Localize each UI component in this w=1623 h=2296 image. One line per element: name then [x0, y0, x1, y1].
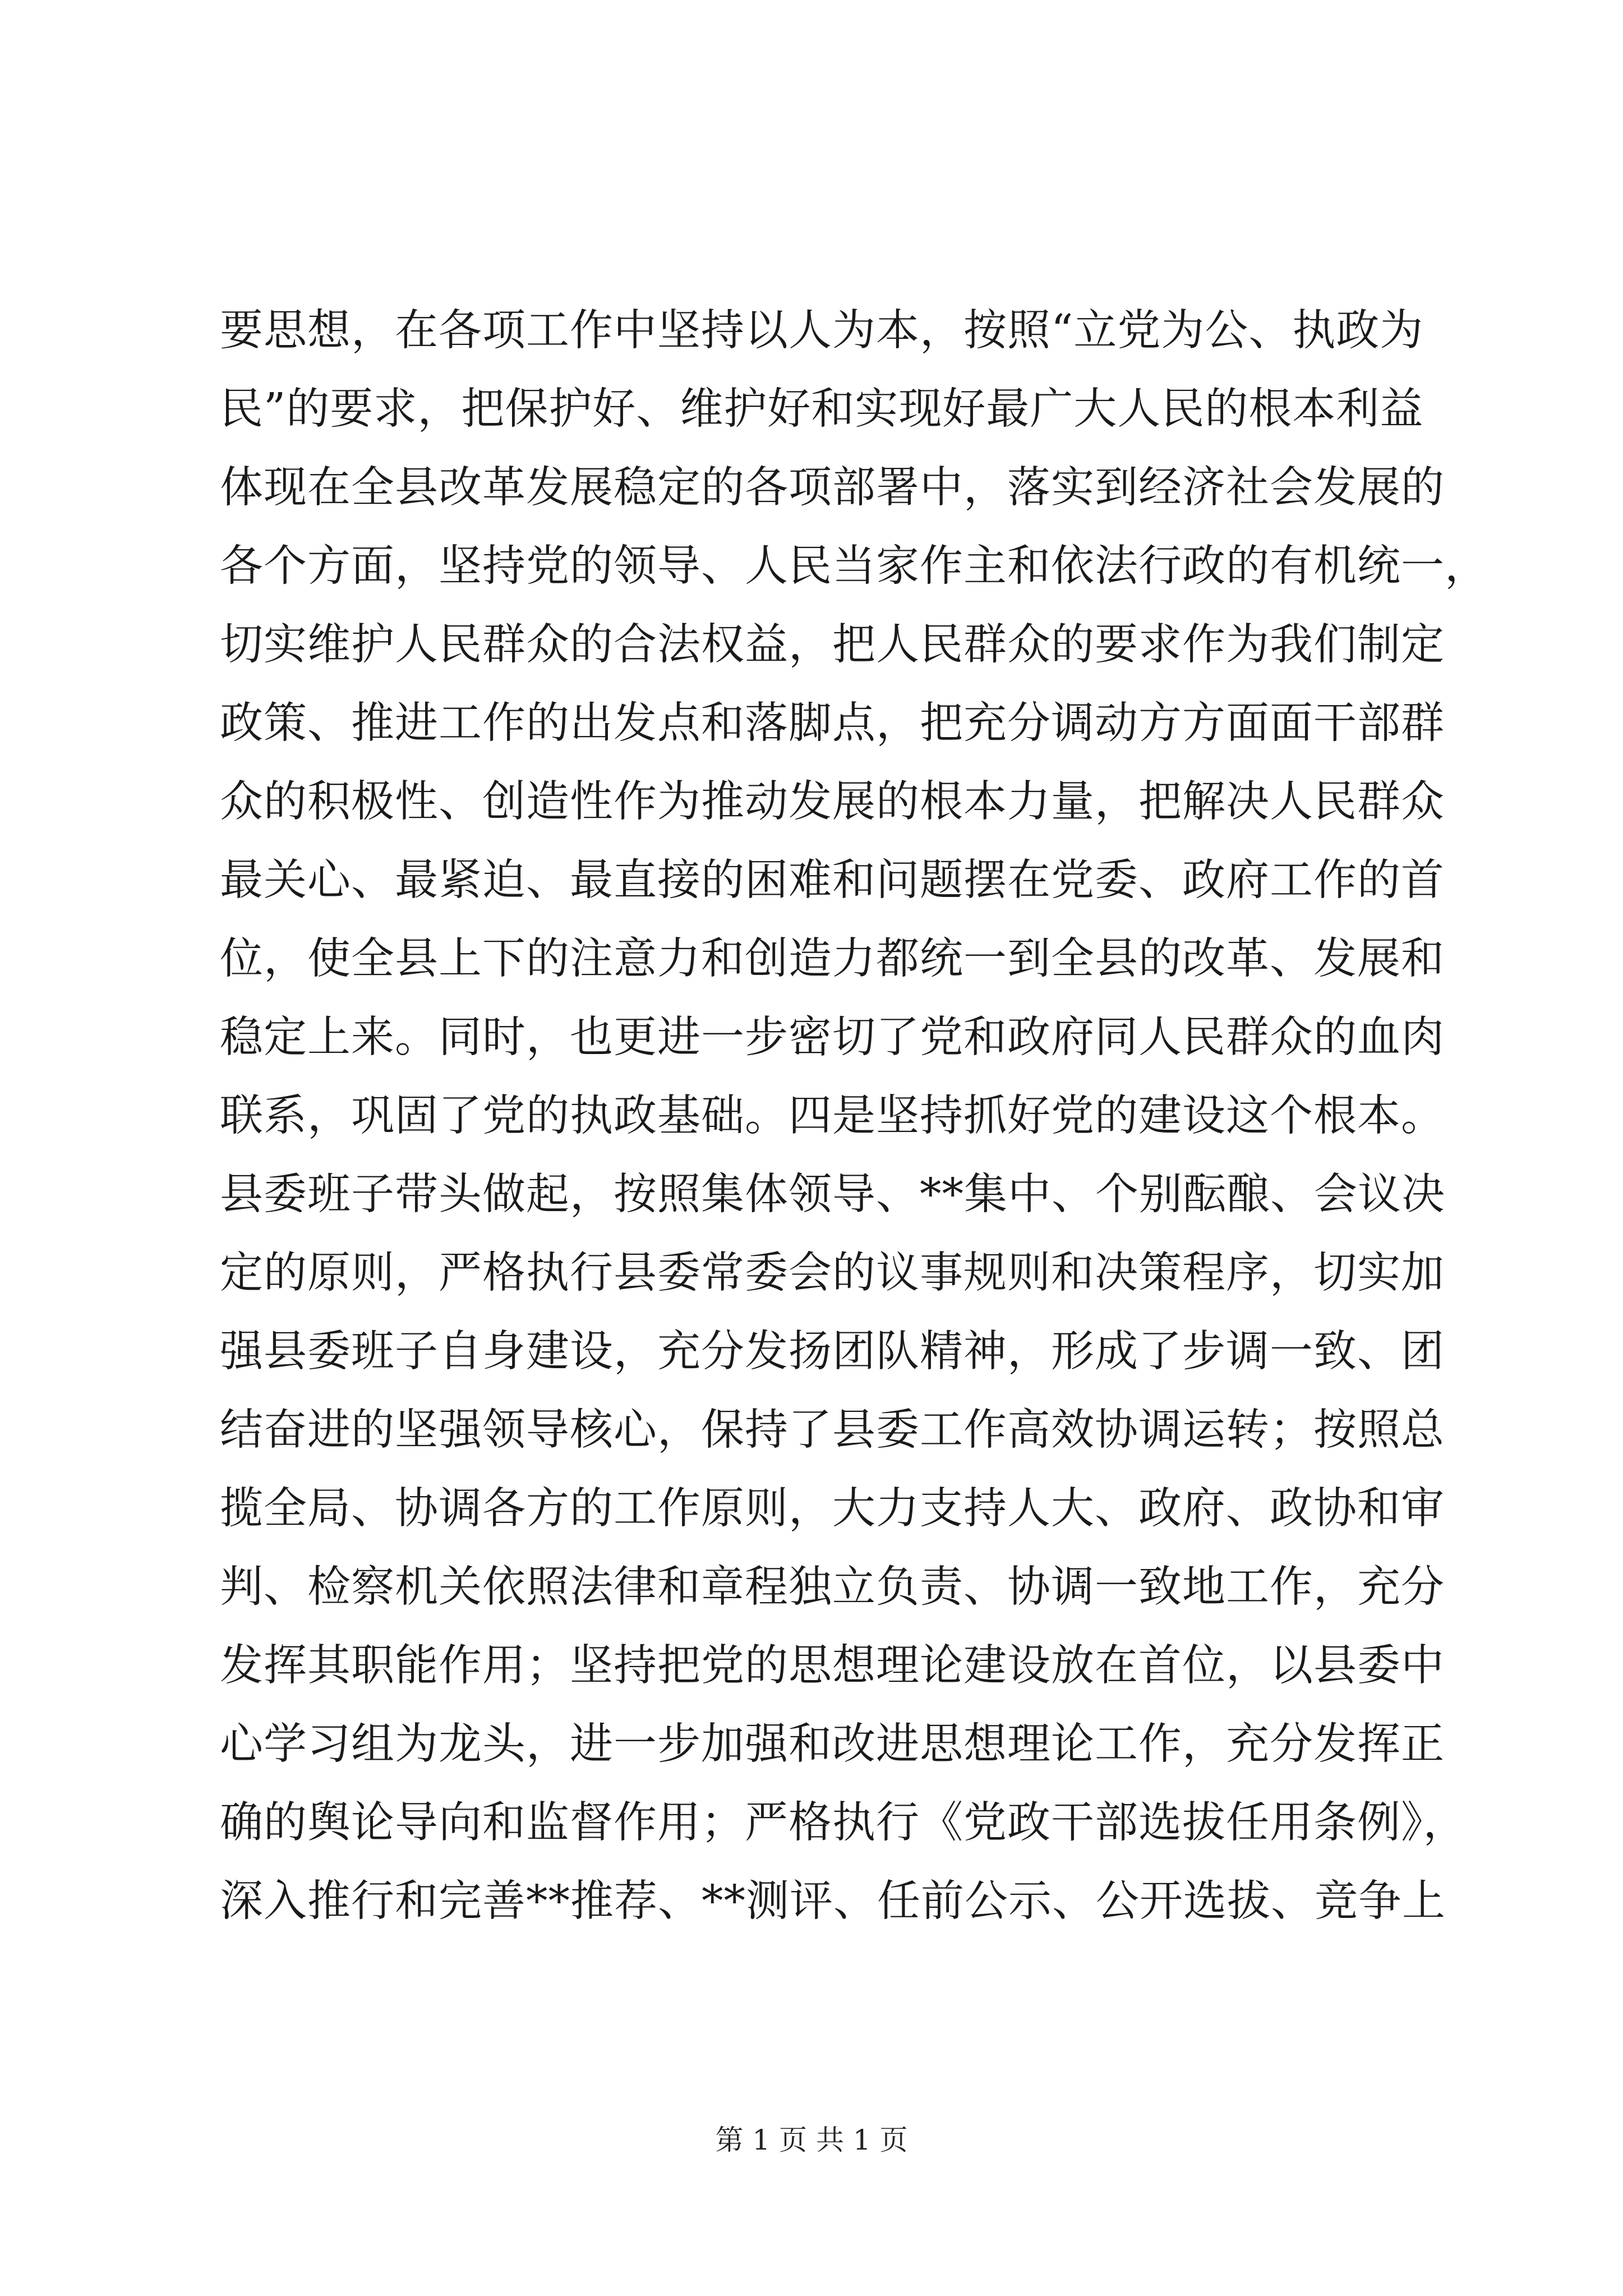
- text-line-15: 结奋进的坚强领导核心，保持了县委工作高效协调运转；按照总: [220, 1405, 1445, 1455]
- text-line-14: 强县委班子自身建设，充分发扬团队精神，形成了步调一致、团: [220, 1327, 1445, 1377]
- text-line-11: 联系，巩固了党的执政基础。四是坚持抓好党的建设这个根本。: [220, 1091, 1445, 1141]
- text-line-1: 要思想，在各项工作中坚持以人为本，按照“立党为公、执政为: [220, 306, 1424, 356]
- text-line-9: 位，使全县上下的注意力和创造力都统一到全县的改革、发展和: [220, 934, 1445, 984]
- page-number-label: 第 1 页 共 1 页: [715, 2124, 908, 2156]
- text-line-6: 政策、推进工作的出发点和落脚点，把充分调动方方面面干部群: [220, 698, 1445, 748]
- text-line-5: 切实维护人民群众的合法权益，把人民群众的要求作为我们制定: [220, 620, 1445, 670]
- text-line-8: 最关心、最紧迫、最直接的困难和问题摆在党委、政府工作的首: [220, 855, 1445, 905]
- text-line-16: 揽全局、协调各方的工作原则，大力支持人大、政府、政协和审: [220, 1484, 1445, 1534]
- text-line-18: 发挥其职能作用；坚持把党的思想理论建设放在首位，以县委中: [220, 1641, 1445, 1691]
- text-line-17: 判、检察机关依照法律和章程独立负责、协调一致地工作，充分: [220, 1562, 1445, 1612]
- text-line-2: 民”的要求，把保护好、维护好和实现好最广大人民的根本利益: [220, 384, 1424, 434]
- text-line-12: 县委班子带头做起，按照集体领导、**集中、个别酝酿、会议决: [220, 1170, 1445, 1220]
- text-line-20: 确的舆论导向和监督作用；严格执行《党政干部选拔任用条例》，: [220, 1798, 1467, 1848]
- text-line-21: 深入推行和完善**推荐、**测评、任前公示、公开选拔、竞争上: [220, 1876, 1446, 1926]
- text-line-10: 稳定上来。同时，也更进一步密切了党和政府同人民群众的血肉: [220, 1013, 1445, 1062]
- text-line-4: 各个方面，坚持党的领导、人民当家作主和依法行政的有机统一，: [220, 541, 1488, 591]
- text-line-3: 体现在全县改革发展稳定的各项部署中，落实到经济社会发展的: [220, 463, 1445, 513]
- text-line-13: 定的原则，严格执行县委常委会的议事规则和决策程序，切实加: [220, 1248, 1445, 1298]
- text-line-7: 众的积极性、创造性作为推动发展的根本力量，把解决人民群众: [220, 777, 1445, 827]
- page-footer: [0, 2120, 1623, 2160]
- body-text: [220, 292, 1488, 1941]
- text-line-19: 心学习组为龙头，进一步加强和改进思想理论工作，充分发挥正: [220, 1719, 1445, 1769]
